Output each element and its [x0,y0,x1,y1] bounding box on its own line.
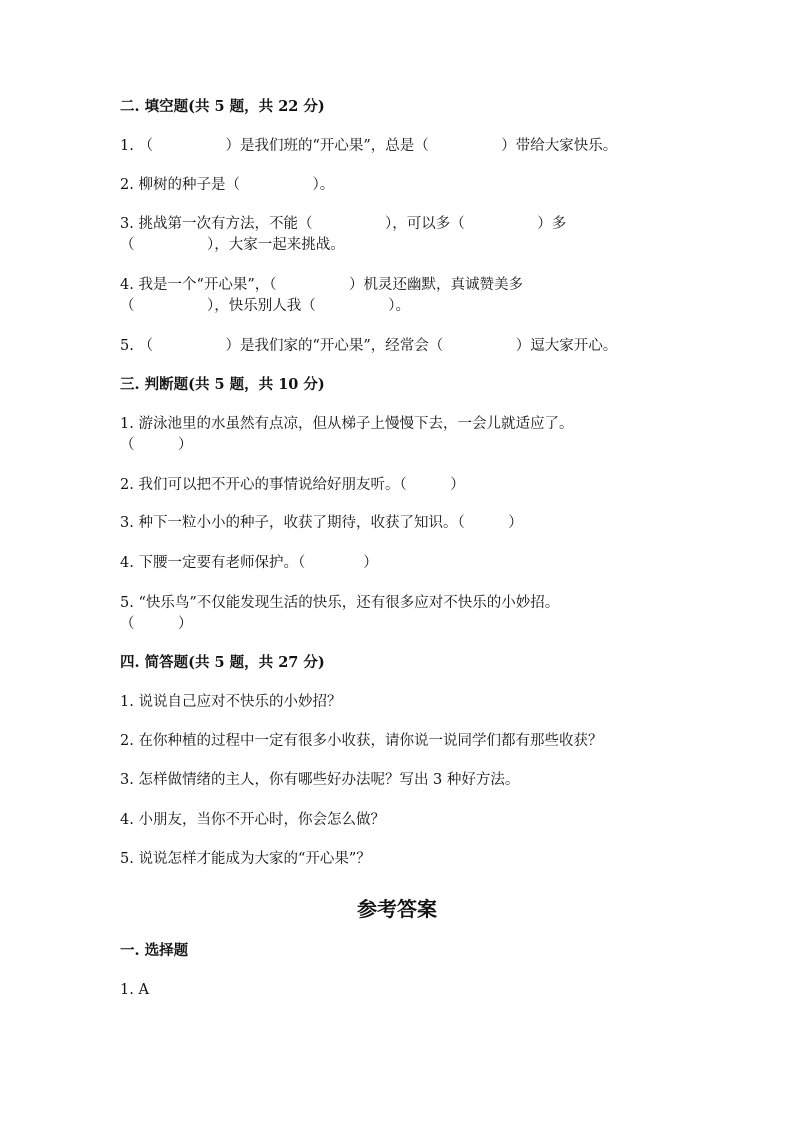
question-2-2: 2. 柳树的种子是（ ）。 [120,177,335,193]
question-2-5: 5. （ ）是我们家的“开心果”，经常会（ ）逗大家开心。 [120,338,618,354]
section-heading-true-false: 三. 判断题(共 5 题，共 10 分) [120,376,325,393]
question-3-1-line2: （ ） [120,437,193,453]
question-4-1: 1. 说说自己应对不快乐的小妙招？ [120,694,342,710]
question-2-4-line2: （ ），快乐别人我（ ）。 [120,298,410,314]
question-4-4: 4. 小朋友，当你不开心时，你会怎么做？ [120,812,385,828]
question-3-1-line1: 1. 游泳池里的水虽然有点凉，但从梯子上慢慢下去，一会儿就适应了。 [120,416,574,432]
question-3-4: 4. 下腰一定要有老师保护。（ ） [120,555,378,571]
question-2-3-line1: 3. 挑战第一次有方法，不能（ ），可以多（ ）多 [120,216,567,232]
section-heading-fill-blank: 二. 填空题(共 5 题，共 22 分) [120,98,325,115]
question-3-3: 3. 种下一粒小小的种子，收获了期待，收获了知识。（ ） [120,515,523,531]
answers-title: 参考答案 [357,897,437,921]
question-4-3: 3. 怎样做情绪的主人，你有哪些好办法呢？写出 3 种好方法。 [120,772,520,788]
question-2-1: 1. （ ）是我们班的“开心果”，总是（ ）带给大家快乐。 [120,138,618,154]
question-2-4-line1: 4. 我是一个“开心果”，（ ）机灵还幽默，真诚赞美多 [120,277,524,293]
question-3-5-line1: 5. “快乐鸟”不仅能发现生活的快乐，还有很多应对不快乐的小妙招。 [120,595,560,611]
question-2-3-line2: （ ），大家一起来挑战。 [120,237,345,253]
answers-section1-heading: 一. 选择题 [120,942,189,959]
question-3-2: 2. 我们可以把不开心的事情说给好朋友听。（ ） [120,477,465,493]
section-heading-short-answer: 四. 简答题(共 5 题，共 27 分) [120,654,325,671]
answer-1: 1. A [120,982,149,998]
question-4-2: 2. 在你种植的过程中一定有很多小收获，请你说一说同学们都有那些收获？ [120,733,603,749]
question-4-5: 5. 说说怎样才能成为大家的“开心果”？ [120,851,371,867]
question-3-5-line2: （ ） [120,616,193,632]
